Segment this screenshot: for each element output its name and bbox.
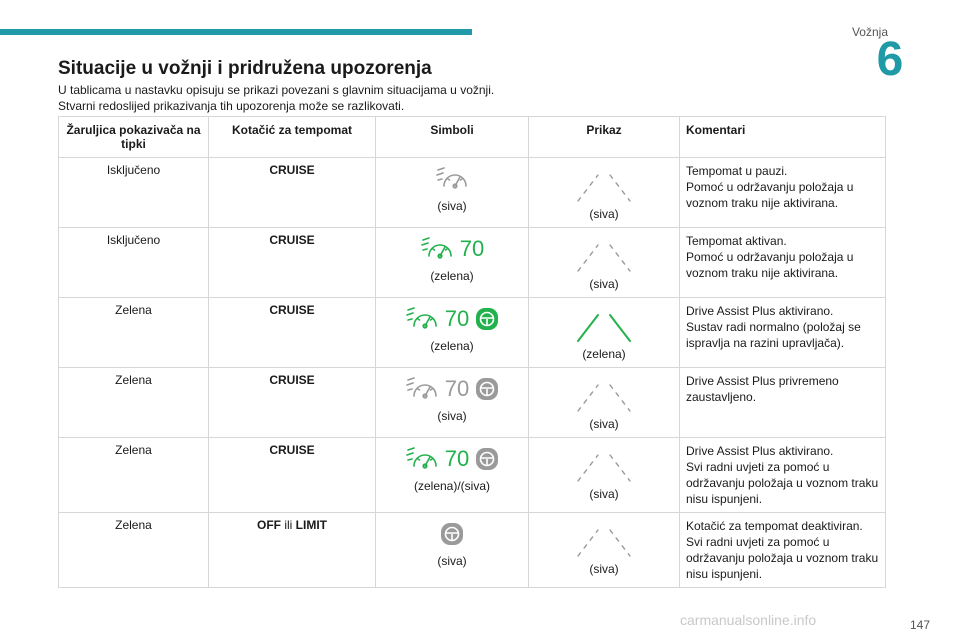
drive-assist-wheel-icon [475, 447, 499, 471]
wheel-cell [209, 298, 376, 368]
lane-left-line-icon [576, 528, 600, 558]
lane-markings [535, 313, 673, 343]
intro-line: Stvarni redoslijed prikazivanja tih upozorenja može se razlikovati. [58, 99, 405, 113]
symbols-group [382, 375, 522, 403]
table-row [59, 513, 886, 588]
symbols-color-caption: (siva) [437, 409, 467, 423]
set-speed-value: 70 [444, 376, 470, 401]
comment-cell [680, 513, 886, 588]
wheel-setting: OFF [257, 518, 281, 532]
table-body [59, 158, 886, 588]
wheel-setting: LIMIT [295, 518, 327, 532]
comment-cell [680, 158, 886, 228]
comment-line: Kotačić za tempomat deaktiviran. [686, 519, 863, 533]
lane-right-line-icon [608, 313, 632, 343]
indicator-cell: Zelena [59, 368, 209, 438]
display-color-caption: (siva) [589, 277, 619, 291]
symbols-color-caption: (zelena) [430, 269, 474, 283]
section-intro [58, 82, 494, 114]
set-speed-value: 70 [444, 306, 470, 331]
chapter-number: 6 [876, 33, 904, 86]
display-color-caption: (siva) [589, 417, 619, 431]
indicator-cell: Isključeno [59, 228, 209, 298]
comment-line: Tempomat u pauzi. [686, 164, 788, 178]
header-indicator: Žaruljica pokazivača na tipki [59, 117, 209, 158]
lane-right-line-icon [608, 173, 632, 203]
lane-right-line-icon [608, 453, 632, 483]
display-cell [529, 438, 680, 513]
symbols-group [382, 520, 522, 548]
symbols-color-caption: (zelena) [430, 339, 474, 353]
comment-line: Drive Assist Plus aktivirano. [686, 444, 834, 458]
comment-line: Pomoć u održavanju položaja u voznom traku nije aktivirana. [686, 250, 854, 280]
intro-line: U tablicama u nastavku opisuju se prikazi povezani s glavnim situacijama u vožnji. [58, 83, 495, 97]
wheel-conjunction: ili [281, 518, 296, 532]
lane-left-line-icon [576, 313, 600, 343]
table-row [59, 438, 886, 513]
symbols-color-caption: (zelena)/(siva) [413, 479, 491, 493]
wheel-cell [209, 368, 376, 438]
lane-markings [535, 528, 673, 558]
comment-line: Drive Assist Plus aktivirano. [686, 304, 834, 318]
cruise-control-icon [405, 306, 439, 332]
comment-line: Tempomat aktivan. [686, 234, 787, 248]
wheel-cell [209, 158, 376, 228]
symbols-group [382, 445, 522, 473]
wheel-setting: CRUISE [269, 233, 315, 247]
cruise-control-icon [405, 376, 439, 402]
header-comments: Komentari [680, 117, 886, 158]
wheel-cell [209, 513, 376, 588]
symbols-cell [376, 158, 529, 228]
indicator-cell: Zelena [59, 513, 209, 588]
lane-right-line-icon [608, 528, 632, 558]
lane-markings [535, 243, 673, 273]
lane-right-line-icon [608, 383, 632, 413]
comment-line: Drive Assist Plus privremeno zaustavljeno. [686, 374, 839, 404]
comment-cell [680, 298, 886, 368]
display-color-caption: (zelena) [582, 347, 626, 361]
display-cell [529, 158, 680, 228]
header-accent-bar [0, 29, 472, 35]
display-cell [529, 298, 680, 368]
cruise-control-icon [420, 236, 454, 262]
lane-markings [535, 383, 673, 413]
display-color-caption: (siva) [589, 487, 619, 501]
symbols-cell [376, 368, 529, 438]
cruise-control-icon [405, 446, 439, 472]
wheel-setting: CRUISE [269, 373, 315, 387]
symbols-color-caption: (siva) [437, 199, 467, 213]
section-title: Situacije u vožnji i pridružena upozorenja [58, 58, 432, 79]
table-row [59, 298, 886, 368]
running-head: Vožnja [851, 25, 888, 39]
comment-line: Sustav radi normalno (položaj se ispravlja na razini upravljača). [686, 320, 861, 350]
symbols-cell [376, 228, 529, 298]
lane-left-line-icon [576, 383, 600, 413]
wheel-setting: CRUISE [269, 163, 315, 177]
drive-assist-wheel-icon [475, 377, 499, 401]
table-row [59, 158, 886, 228]
comment-cell [680, 368, 886, 438]
header-display: Prikaz [529, 117, 680, 158]
set-speed-value: 70 [444, 446, 470, 471]
comment-line: Svi radni uvjeti za pomoć u održavanju položaja u voznom traku nisu ispunjeni. [686, 460, 879, 506]
table-row [59, 368, 886, 438]
lane-left-line-icon [576, 453, 600, 483]
lane-right-line-icon [608, 243, 632, 273]
comment-cell [680, 438, 886, 513]
display-color-caption: (siva) [589, 562, 619, 576]
display-cell [529, 368, 680, 438]
symbols-group [382, 305, 522, 333]
drive-assist-wheel-icon [475, 307, 499, 331]
set-speed-value: 70 [459, 236, 485, 261]
lane-left-line-icon [576, 173, 600, 203]
lane-left-line-icon [576, 243, 600, 273]
display-color-caption: (siva) [589, 207, 619, 221]
header-symbols: Simboli [376, 117, 529, 158]
header-wheel: Kotačić za tempomat [209, 117, 376, 158]
watermark: carmanualsonline.info [680, 612, 817, 628]
table-header-row [59, 117, 886, 158]
drive-assist-wheel-icon [440, 522, 464, 546]
lane-markings [535, 453, 673, 483]
indicator-cell: Isključeno [59, 158, 209, 228]
comment-cell [680, 228, 886, 298]
symbols-cell [376, 298, 529, 368]
indicator-cell: Zelena [59, 298, 209, 368]
lane-markings [535, 173, 673, 203]
display-cell [529, 513, 680, 588]
symbols-cell [376, 438, 529, 513]
wheel-setting: CRUISE [269, 443, 315, 457]
wheel-cell [209, 438, 376, 513]
indicator-cell: Zelena [59, 438, 209, 513]
display-cell [529, 228, 680, 298]
table-row [59, 228, 886, 298]
wheel-cell [209, 228, 376, 298]
alerts-table [58, 116, 886, 588]
symbols-group [382, 165, 522, 193]
symbols-cell [376, 513, 529, 588]
symbols-color-caption: (siva) [437, 554, 467, 568]
comment-line: Pomoć u održavanju položaja u voznom traku nije aktivirana. [686, 180, 854, 210]
comment-line: Svi radni uvjeti za pomoć u održavanju položaja u voznom traku nisu ispunjeni. [686, 535, 879, 581]
page-number: 147 [909, 618, 930, 632]
wheel-setting: CRUISE [269, 303, 315, 317]
cruise-control-icon [435, 166, 469, 192]
symbols-group [382, 235, 522, 263]
